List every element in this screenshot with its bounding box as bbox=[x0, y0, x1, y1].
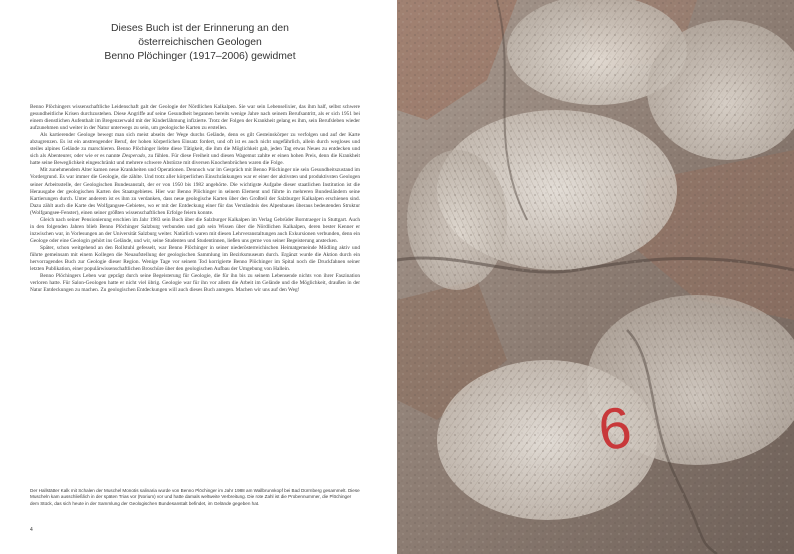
photo-caption: Der Hallstätter Kalk mit Schalen der Muschel Monotis salinaria wurde von Benno Plöchinger im Jahr 1988 am Wallbrunnkopf bei Bad Dürrnberg gesammelt. Diese Muscheln kam ausschließlich in der späten Trias vor (Norium) vor und hatte damals weltweite Verbreitung. Die rote Zahl ist die Probennummer, die Plöchinger dem Stück, das sich heute in der Sammlung der Geologischen Bundesanstalt befindet, im Gelände gegeben hat. bbox=[30, 488, 360, 506]
paragraph: Gleich nach seiner Pensionierung erschien im Jahr 1983 sein Buch über die Salzburger Kalkalpen im Verlag Gebrüder Borntraeger in Stuttgart. Auch in den folgenden Jahren blieb Benno Plöchinger Salzburg verbunden und gab sein Wissen über die Nördlichen Kalkalpen, deren bester Kenner er inzwischen war, in Vorlesungen an der Universität Salzburg weiter. Natürlich waren mit diesen Lehrveranstaltungen auch Exkursionen verbunden, denn ein Geologe oder eine Geologin gehört ins Gelände, und wir, seine Studenten und Studentinnen, ließen uns gerne von seiner Begeisterung anstecken. bbox=[30, 216, 360, 244]
paragraph: Später, schon weitgehend an den Rollstuhl gefesselt, war Benno Plöchinger in seiner niederösterreichischen Heimatgemeinde Mödling aktiv und führte gemeinsam mit einem Kollegen die Neuaufstellung der geologischen Sammlung im Bezirksmuseum durch. Ergänzt wurde die Aktion durch ein hervorragendes Buch zur Geologie dieser Region. Wenige Tage vor seinem Tod korrigierte Benno Plöchinger im Spital noch die Druckfahnen seiner letzten Publikation, einer populärwissenschaftlichen Broschüre über den geologischen Aufbau der Umgebung von Hallein. bbox=[30, 244, 360, 273]
dedication-heading bbox=[50, 22, 350, 64]
right-page bbox=[397, 0, 794, 554]
fossil-shell-photo bbox=[397, 0, 794, 554]
dedication-line: österreichischen Geologen bbox=[138, 37, 262, 48]
sample-number-label: 6 bbox=[594, 394, 636, 464]
paragraph-text: Als kartierender Geologe bewegt man sich meist abseits der Wege durchs Gelände, denn es gilt Gesteinskörper zu verfolgen und auf der Karte abzugrenzen. Es ist ein anstrengender Beruf, der hohen körperlichen Einsatz fordert, und oft ist es auch nicht ungefährlich, allein durch wegloses und steiles alpines Gelände zu marschieren. Benno Plöchinger liebte diese Tätigkeit, die ihm die Möglichkeit gab, jeden Tag etwas Neues zu entdecken und sich als Abenteurer, oder wie er es nannte bbox=[30, 132, 360, 160]
page-number: 4 bbox=[30, 527, 33, 533]
emphasis-term: Desperado bbox=[121, 153, 146, 160]
paragraph: Benno Plöchingers wissenschaftliche Leidenschaft galt der Geologie der Nördlichen Kalkalpen. Sie war sein Lebenselixier, das ihm half, selbst schwere gesundheitliche Krisen durchzustehen. Diese Angriffe auf seine Gesundheit begannen bereits wenige Jahre nach seinem Berufsantritt, als er sich 1951 bei einem dienstlichen Aufenthalt im Bregenzerwald mit der Kinderlähmung infizierte. Trotz der Folgen der Krankheit gelang es ihm, sein Berufsleben wieder aufzunehmen und weiter in der Natur unterwegs zu sein, um geologische Karten zu erstellen. bbox=[30, 104, 360, 132]
dedication-line: Benno Plöchinger (1917–2006) gewidmet bbox=[104, 51, 296, 62]
paragraph bbox=[30, 132, 360, 167]
body-text bbox=[30, 104, 360, 294]
paragraph: Mit zunehmendem Alter kamen neue Krankheiten und Operationen. Dennoch war im Gespräch mit Benno Plöchinger nie sein Gesundheitszustand im Vordergrund. Es war immer die Geologie, die zählte. Und trotz aller körperlichen Einschränkungen war er einer der aktivsten und produktivsten Geologen seiner Arbeitsstelle, der Geologischen Bundesanstalt, der er von 1950 bis 1982 angehörte. Die wichtigste Aufgabe dieser staatlichen Institution ist die Herausgabe der geologischen Karten des Staatsgebietes. Hier war Benno Plöchinger in seinem Element und führte in mehreren Bundesländern seine Kartierungen durch. Unter anderem ist es ihm zu verdanken, dass neue geologische Karten über den Großteil der Salzburger Kalkalpen erschienen sind. Dazu zählt auch die Karte des Wolfgangsee-Gebietes, wo er mit der Entdeckung einer für das Verständnis des Alpenbaues überaus bedeutenden Struktur (Wolfgangsee-Fenster), einen seiner größten wissenschaftlichen Erfolge feiern konnte. bbox=[30, 167, 360, 216]
paragraph: Benno Plöchingers Leben war geprägt durch seine Begeisterung für Geologie, die für ihn bis zu seinem Lebensende nichts von ihrer Faszination verloren hatte. Für Salon-Geologen hatte er nicht viel übrig. Geologie war für ihn vor allem die Arbeit im Gelände und die Möglichkeit, draußen in der Natur Entdeckungen zu machen. Zu geologischen Entdeckungen will auch dieses Buch anregen. Machen wir uns auf den Weg! bbox=[30, 273, 360, 294]
dedication-line: Dieses Buch ist der Erinnerung an den bbox=[111, 23, 289, 34]
paragraph-text: , zu fühlen. Für diese Freiheit und diesen Wagemut zahlte er einen hohen Preis, denn die Krankheit hatte seine Beweglichkeit eingeschränkt und mehrere schwere Abstürze mit diversen Knochenbrüchen waren die Folge. bbox=[30, 153, 361, 167]
